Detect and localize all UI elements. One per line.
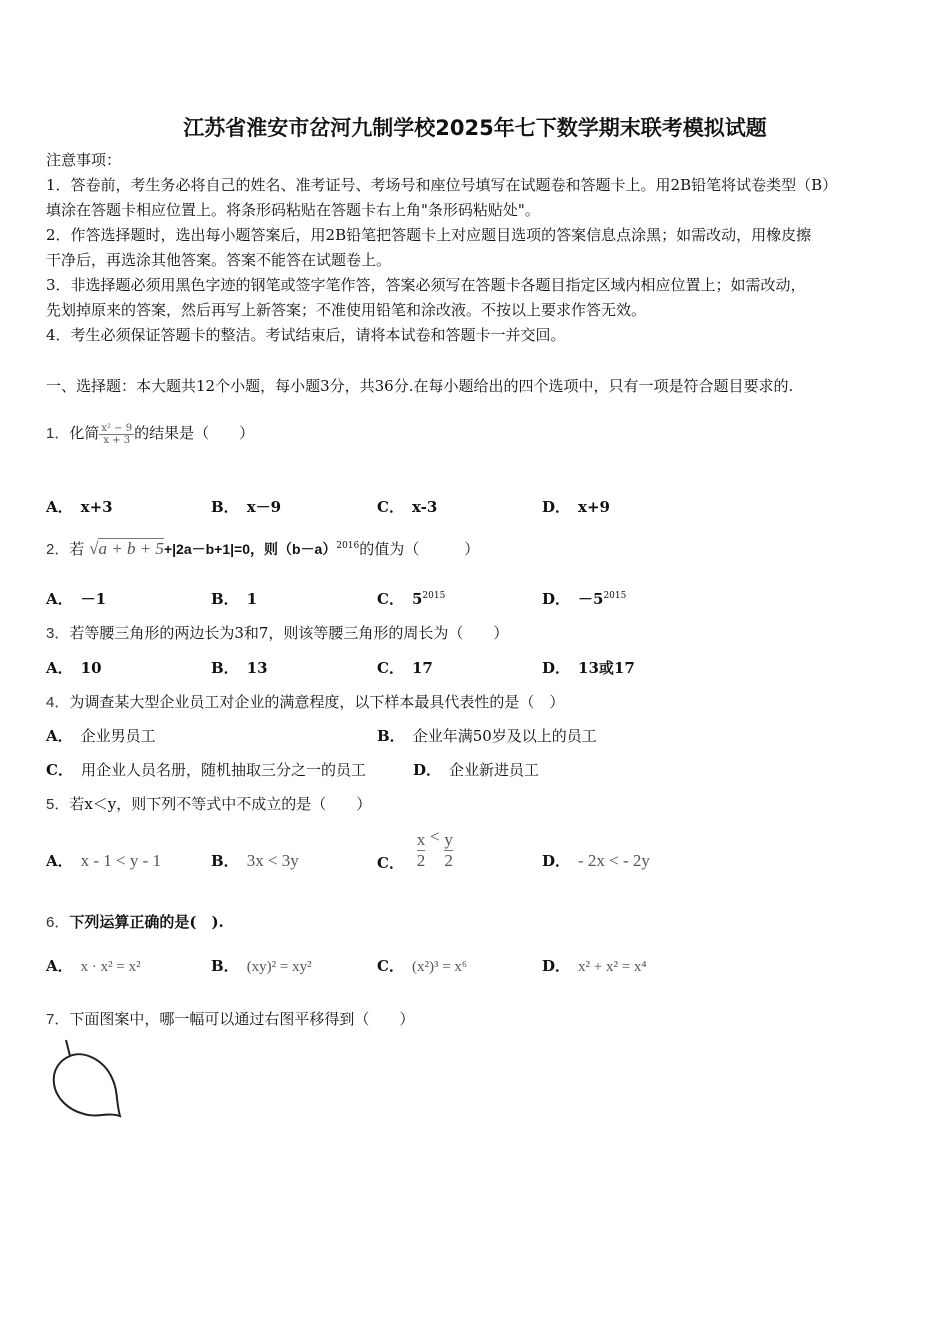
question-text: +|2a－b+1|=0，则（b－a） [163,541,337,557]
notice-heading: 注意事项： [46,151,122,169]
option-b[interactable]: B． x－9 [211,498,282,516]
option-a[interactable]: A． x - 1 < y - 1 [46,851,162,870]
leaf-figure [46,1038,136,1128]
option-d[interactable]: D． x² + x² = x⁴ [542,957,647,975]
option-c[interactable]: C． 用企业人员名册，随机抽取三分之一的员工 [46,761,366,779]
option-a[interactable]: A． x+3 [46,498,113,516]
option-d[interactable]: D． 企业新进员工 [413,761,540,779]
question-7: 7．下面图案中，哪一幅可以通过右图平移得到（ ） [46,1010,415,1028]
fraction-denominator: x + 3 [103,434,131,446]
option-a[interactable]: A． －1 [46,590,107,608]
question-number: 2． [46,541,70,558]
option-a[interactable]: A． 企业男员工 [46,727,156,745]
option-d[interactable]: D． - 2x < - 2y [542,851,650,870]
notice-line: 2．作答选择题时，选出每小题答案后，用2B铅笔把答题卡上对应题目选项的答案信息点涂黑；如需改动，用橡皮擦 [46,226,812,244]
question-text: 若 [69,540,85,558]
notice-line: 1．答卷前，考生务必将自己的姓名、准考证号、考场号和座位号填写在试题卷和答题卡上。用2B铅笔将试卷类型（B） [46,176,838,194]
section-heading: 一、选择题：本大题共12个小题，每小题3分，共36分.在每小题给出的四个选项中，只有一项是符合题目要求的. [46,377,794,395]
option-c[interactable]: C． 17 [377,659,433,677]
question-1 [46,422,254,446]
fraction: $\frac{x}{2}$ [416,830,426,870]
option-a[interactable]: A． x · x² = x² [46,957,141,975]
question-6: 6．下列运算正确的是( ). [46,913,224,931]
option-c[interactable]: C． x-3 [377,498,438,516]
option-b[interactable]: B． 1 [211,590,258,608]
fraction: $\frac{y}{2}$ [444,830,453,870]
notice-line: 4．考生必须保证答题卡的整洁。考试结束后，请将本试卷和答题卡一并交回。 [46,326,566,344]
fraction [99,423,134,446]
exponent: 2016 [336,541,360,551]
sqrt-expression: √a + b + 5 [89,539,164,558]
question-3: 3．若等腰三角形的两边长为3和7，则该等腰三角形的周长为（ ） [46,624,509,642]
question-text: 化简 [69,424,100,442]
option-c[interactable]: C． (x²)³ = x⁶ [377,957,468,975]
notice-line: 干净后，再选涂其他答案。答案不能答在试题卷上。 [46,251,392,269]
option-d[interactable]: D． x+9 [542,498,610,516]
question-4: 4．为调查某大型企业员工对企业的满意程度，以下样本最具代表性的是（ ） [46,693,565,711]
option-d[interactable]: D． 13或17 [542,659,635,677]
option-a[interactable]: A． 10 [46,659,102,677]
notice-line: 填涂在答题卡相应位置上。将条形码粘贴在答题卡右上角"条形码粘贴处"。 [46,201,540,219]
option-b[interactable]: B． 13 [211,659,268,677]
question-2 [46,538,479,559]
option-c[interactable]: C． $5^{2015}$ [377,590,446,608]
option-c[interactable]: C． $\frac{x}{2}$ < $\frac{y}{2}$ [377,827,453,872]
page-title: 江苏省淮安市岔河九制学校2025年七下数学期末联考模拟试题 [183,116,767,140]
option-b[interactable]: B． 企业年满50岁及以上的员工 [377,727,597,745]
notice-line: 3．非选择题必须用黑色字迹的钢笔或签字笔作答，答案必须写在答题卡各题目指定区域内相应位置上；如需改动， [46,276,806,294]
option-d[interactable]: D． $-5^{2015}$ [542,590,627,608]
option-b[interactable]: B． (xy)² = xy² [211,957,312,975]
notice-line: 先划掉原来的答案，然后再写上新答案；不准使用铅笔和涂改液。不按以上要求作答无效。 [46,301,647,319]
fraction-numerator: x² − 9 [101,422,133,434]
question-text: 的结果是（ ） [134,424,255,442]
question-number: 1． [46,425,70,442]
question-5: 5．若x＜y，则下列不等式中不成立的是（ ） [46,795,372,813]
option-b[interactable]: B． 3x < 3y [211,851,299,870]
question-text: 的值为（ ） [359,540,480,558]
